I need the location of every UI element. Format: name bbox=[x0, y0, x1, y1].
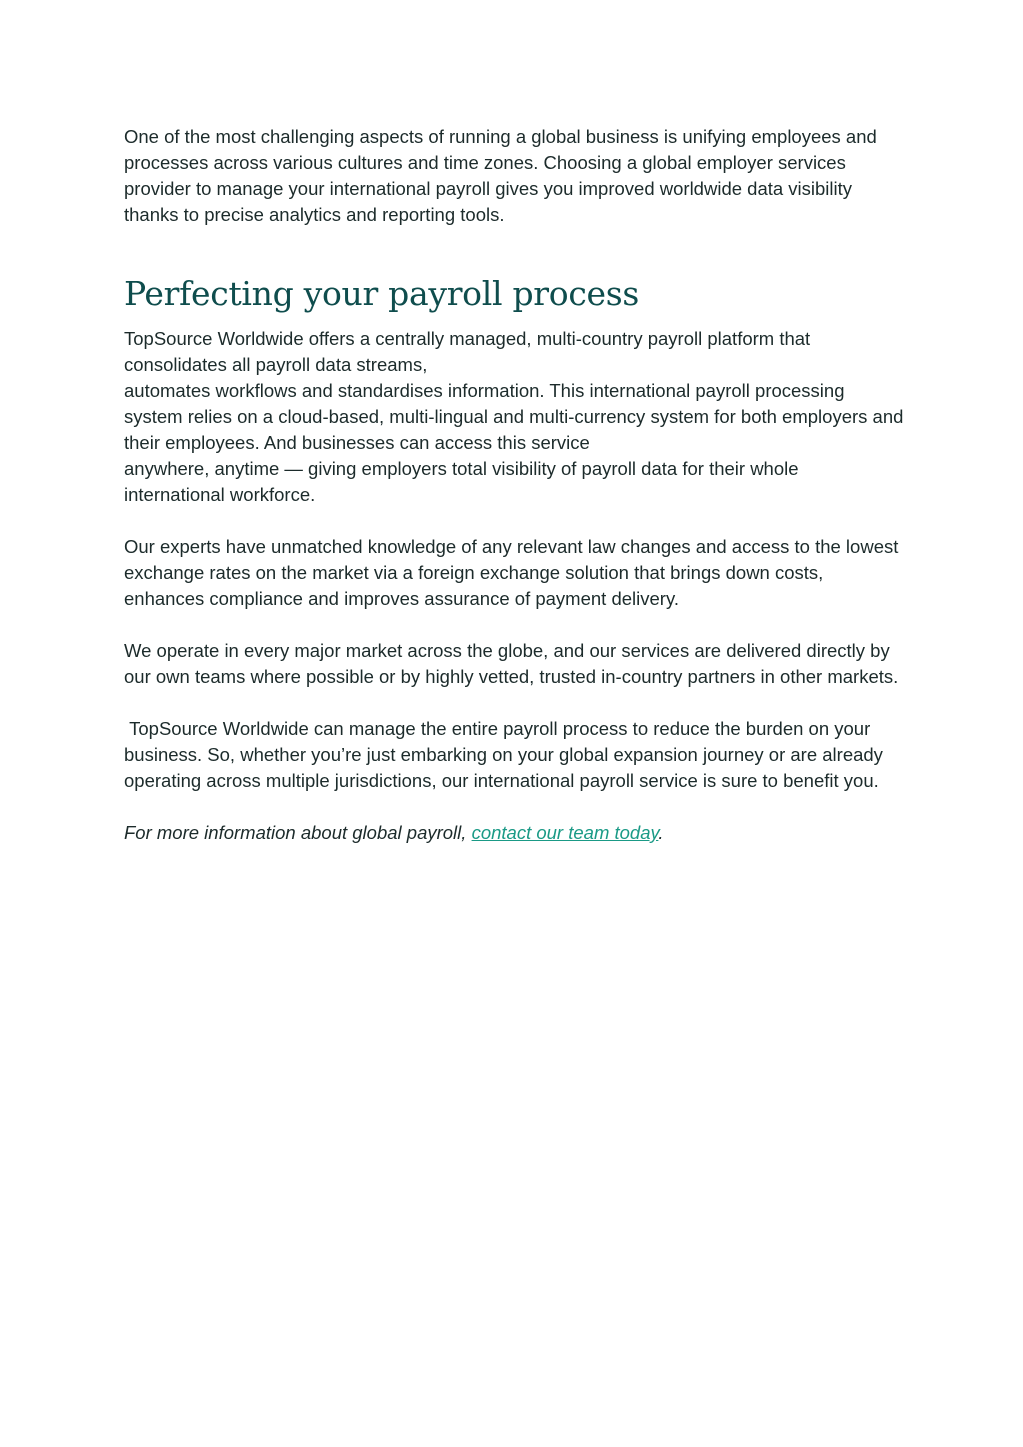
document-page bbox=[124, 124, 904, 846]
platform-paragraph-line-1: TopSource Worldwide offers a centrally managed, multi-country payroll platform that consolidates all payroll data streams, bbox=[124, 328, 811, 375]
section-heading: Perfecting your payroll process bbox=[124, 274, 639, 313]
closing-suffix: . bbox=[658, 822, 664, 843]
experts-paragraph: Our experts have unmatched knowledge of any relevant law changes and access to the lowest exchange rates on the market via a foreign exchange solution that brings down costs, enhances compliance and improves assurance of payment delivery. bbox=[124, 536, 899, 609]
intro-paragraph: One of the most challenging aspects of running a global business is unifying employees and processes across various cultures and time zones. Choosing a global employer services provider to manage your international payroll gives you improved worldwide data visibility thanks to precise analytics and reporting tools. bbox=[124, 126, 877, 225]
platform-paragraph-line-2: automates workflows and standardises information. This international payroll processing system relies on a cloud-based, multi-lingual and multi-currency system for both employers and their employees. And businesses can access this service bbox=[124, 380, 904, 453]
closing-prefix: For more information about global payroll, bbox=[124, 822, 472, 843]
platform-paragraph bbox=[124, 326, 904, 508]
closing-paragraph bbox=[124, 820, 904, 846]
benefit-paragraph: TopSource Worldwide can manage the entire payroll process to reduce the burden on your business. So, whether you’re just embarking on your global expansion journey or are already operating across multiple jurisdictions, our international payroll service is sure to benefit you. bbox=[124, 718, 889, 791]
platform-paragraph-line-3: anywhere, anytime — giving employers total visibility of payroll data for their whole international workforce. bbox=[124, 458, 799, 505]
markets-paragraph: We operate in every major market across the globe, and our services are delivered directly by our own teams where possible or by highly vetted, trusted in-country partners in other markets. bbox=[124, 640, 899, 687]
contact-team-link[interactable]: contact our team today bbox=[471, 822, 659, 843]
